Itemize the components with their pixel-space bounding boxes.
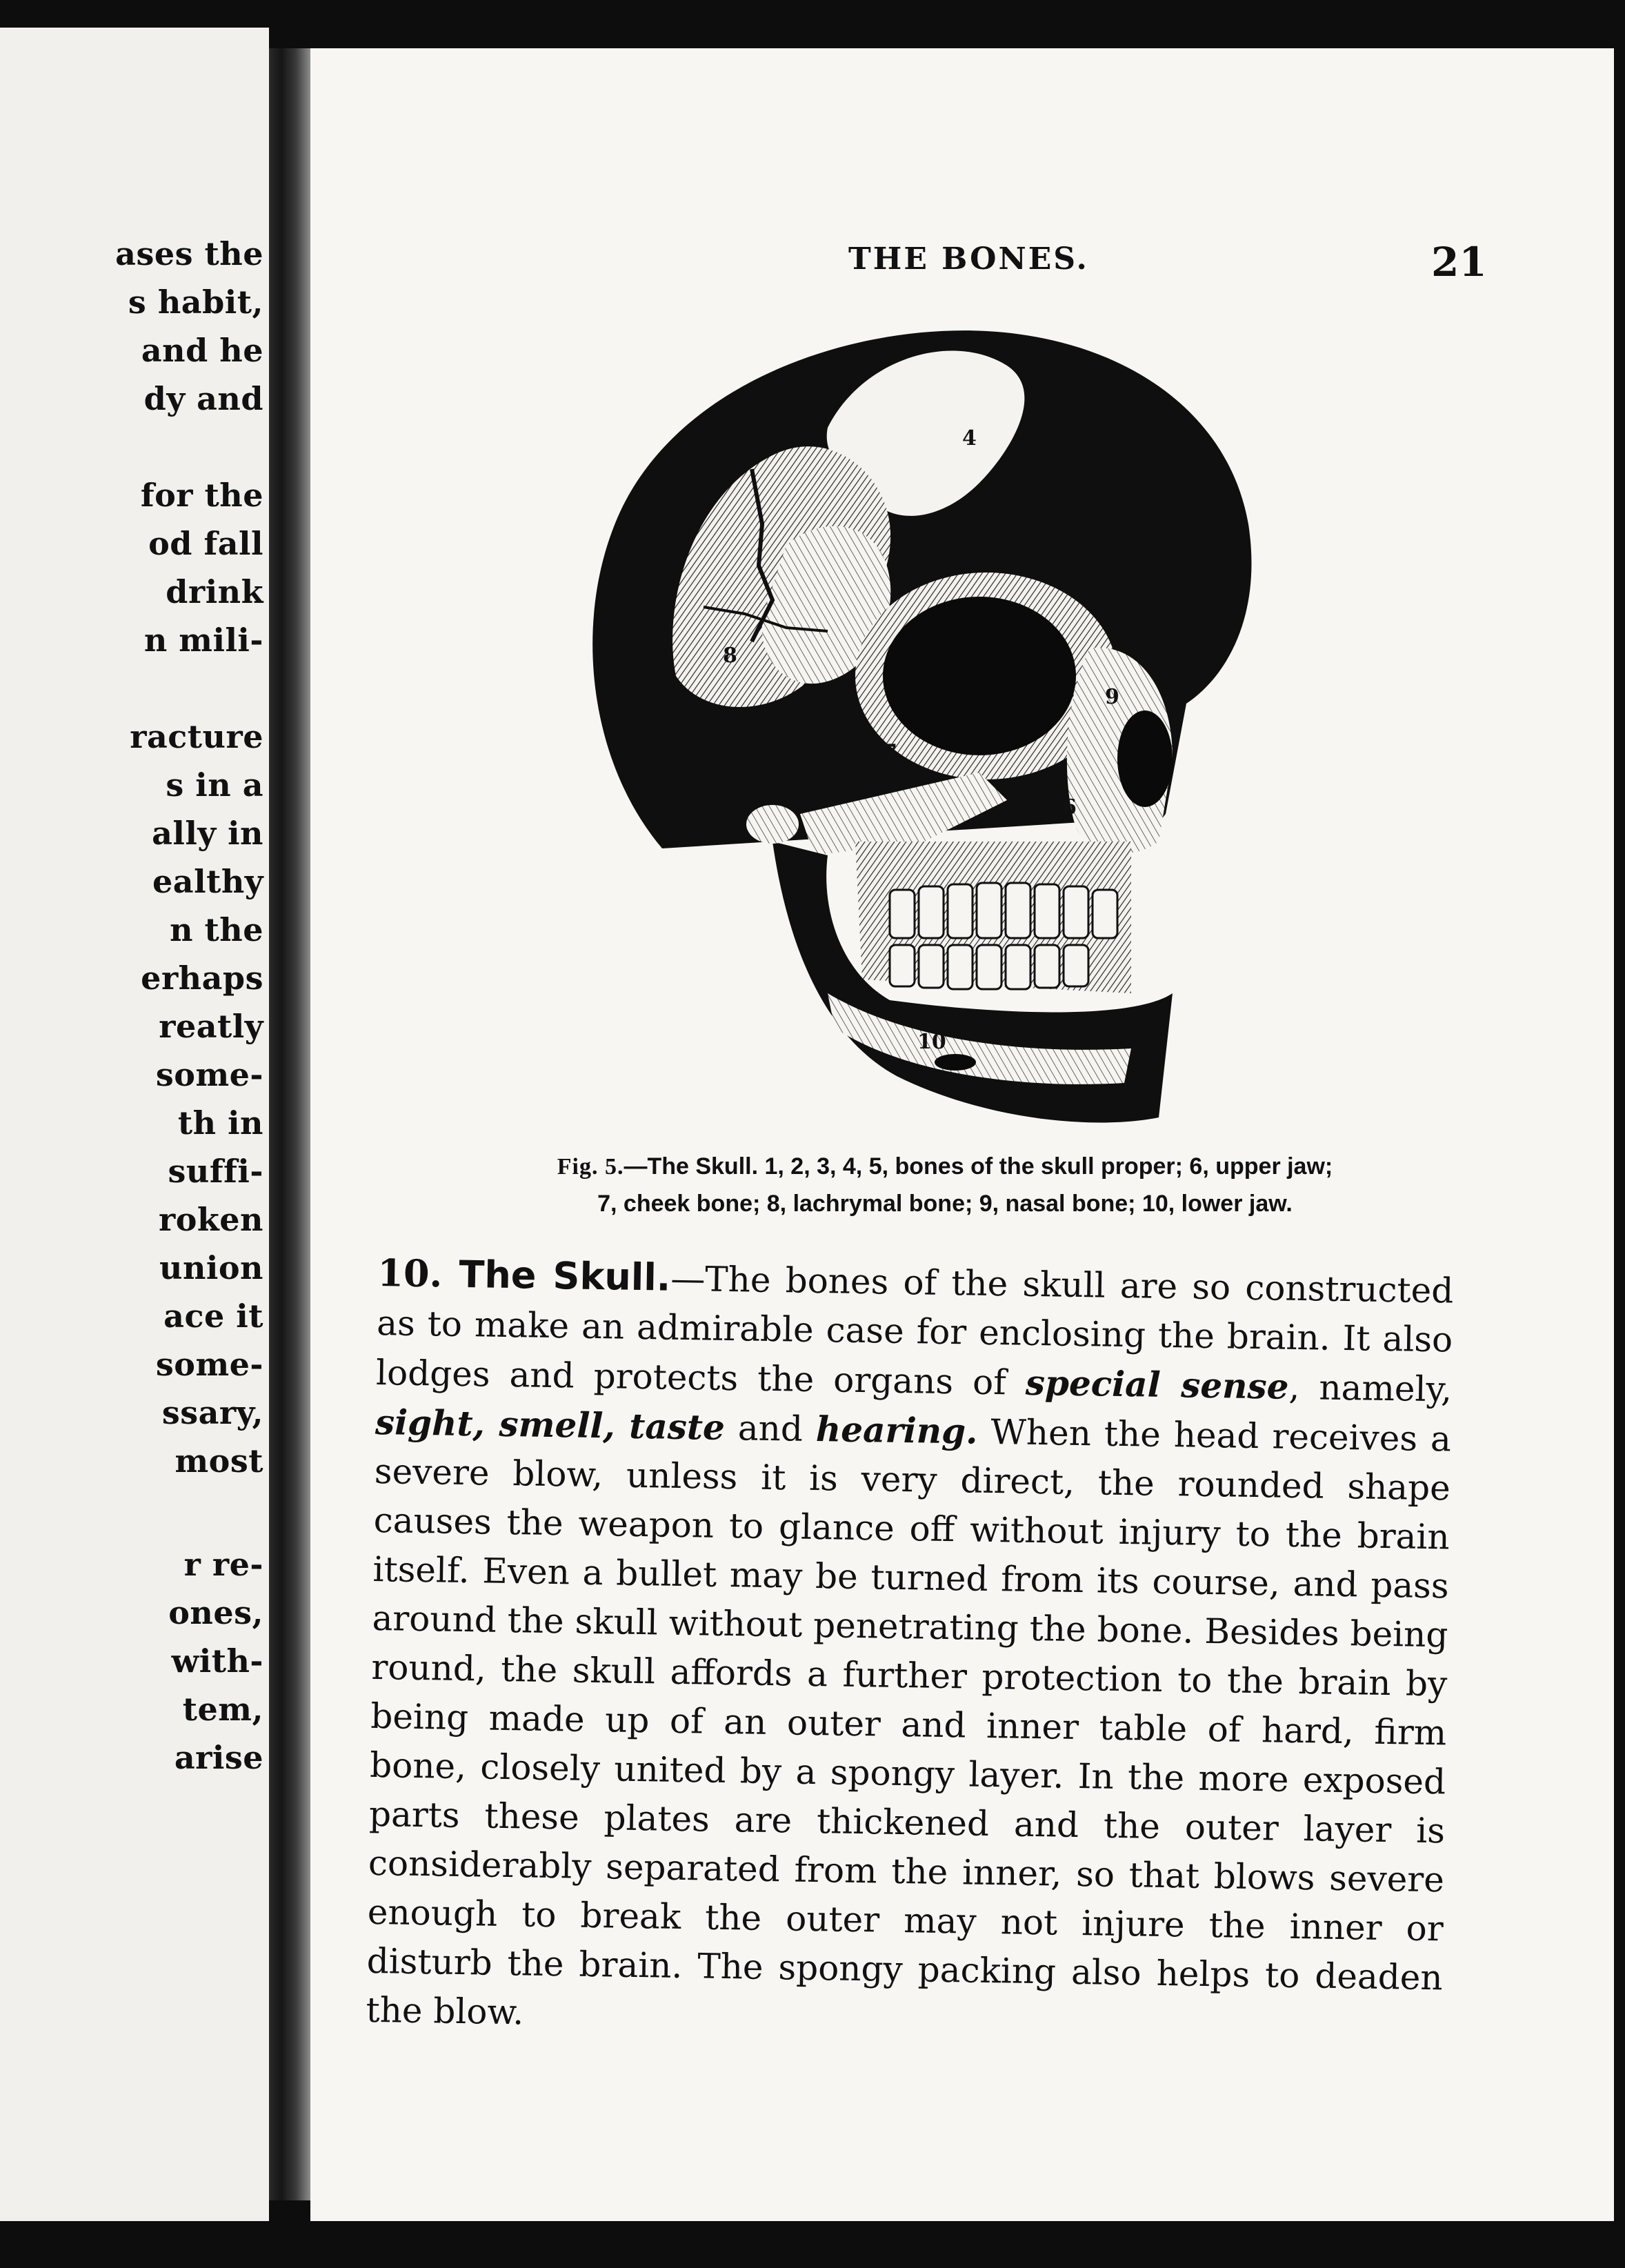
skull-label-10: 10: [917, 1030, 946, 1054]
caption-line-2: 7, cheek bone; 8, lachrymal bone; 9, nasal bone; 10, lower jaw.: [597, 1190, 1293, 1217]
left-page-line: for the: [140, 477, 263, 514]
left-page-line: ealthy: [152, 863, 263, 900]
left-page-line: arise: [174, 1739, 263, 1776]
caption-text-1: —The Skull. 1, 2, 3, 4, 5, bones of the skull proper; 6, upper jaw;: [624, 1153, 1333, 1180]
skull-label-9: 9: [1105, 685, 1119, 709]
left-page-line: tem,: [182, 1691, 263, 1728]
left-page-line: ones,: [168, 1594, 263, 1631]
left-page-line: th in: [177, 1104, 263, 1142]
paragraph-text-2: , namely,: [1288, 1366, 1453, 1410]
skull-label-8: 8: [723, 644, 737, 668]
skull-label-7: 7: [883, 740, 897, 764]
left-page-line: and he: [141, 332, 263, 369]
left-page-line: s in a: [166, 766, 263, 804]
left-page-line: drink: [166, 573, 263, 610]
skull-illustration: [566, 317, 1297, 1159]
left-page-line: s habit,: [128, 284, 263, 321]
left-page-line: roken: [159, 1201, 263, 1238]
book-gutter: [269, 48, 310, 2200]
skull-label-4: 4: [962, 426, 977, 450]
paragraph-text-1: —The bones of the skull are so constructed as to make an admirable case for enclosing the brain. It also lodges and protects the organs of: [375, 1258, 1454, 1403]
left-page-line: n the: [170, 911, 263, 948]
left-page-line: some-: [155, 1346, 263, 1383]
left-page-line: suffi-: [168, 1153, 263, 1190]
italic-senses: sight, smell, taste: [375, 1401, 726, 1448]
left-page-fragment: [0, 28, 269, 2221]
section-paragraph: [366, 1249, 1454, 2051]
paragraph-text-3: and: [724, 1407, 817, 1450]
section-number: 10.: [377, 1250, 443, 1296]
left-page-line: ace it: [163, 1297, 263, 1335]
left-page-line: union: [159, 1249, 263, 1286]
left-page-line: erhaps: [141, 959, 263, 997]
left-page-line: ally in: [152, 815, 263, 852]
section-title: The Skull.: [459, 1252, 671, 1300]
section-heading: [377, 1251, 671, 1300]
skull-label-6: 6: [1062, 795, 1077, 819]
italic-special-sense: special sense: [1025, 1362, 1289, 1407]
left-page-line: od fall: [148, 525, 263, 562]
left-page-line: most: [175, 1442, 263, 1480]
left-page-line: n mili-: [143, 621, 263, 659]
left-page-line: ases the: [115, 235, 263, 272]
left-page-line: reatly: [159, 1008, 263, 1045]
left-page-line: dy and: [143, 380, 263, 417]
page-number: 21: [1431, 239, 1487, 286]
left-page-line: r re-: [183, 1546, 263, 1583]
caption-figure-label: Fig. 5.: [557, 1154, 624, 1180]
left-page-line: racture: [130, 718, 263, 755]
figure-caption: [441, 1148, 1448, 1222]
italic-hearing: hearing.: [815, 1409, 978, 1452]
left-page-line: with-: [171, 1642, 263, 1680]
left-page-line: ssary,: [161, 1394, 263, 1431]
paragraph-text-4: When the head receives a severe blow, unless it is very direct, the rounded shape causes the weapon to glance off without injury to the brain itself. Even a bullet may be turned from its course, and pass around the skull without penetrating the bone. Besides being round, the skull affords a further protection to the brain by being made up of an outer and inner table of hard, firm bone, closely united by a spongy layer. In the more exposed parts these plates are thickened and the outer layer is considerably separated from the inner, so that blows severe enough to break the outer may not injure the inner or disturb the brain. The spongy packing also helps to deaden the blow.: [366, 1411, 1452, 2033]
caption-line-1: [441, 1148, 1448, 1186]
left-page-line: some-: [155, 1056, 263, 1093]
running-head: THE BONES.: [848, 241, 1089, 277]
